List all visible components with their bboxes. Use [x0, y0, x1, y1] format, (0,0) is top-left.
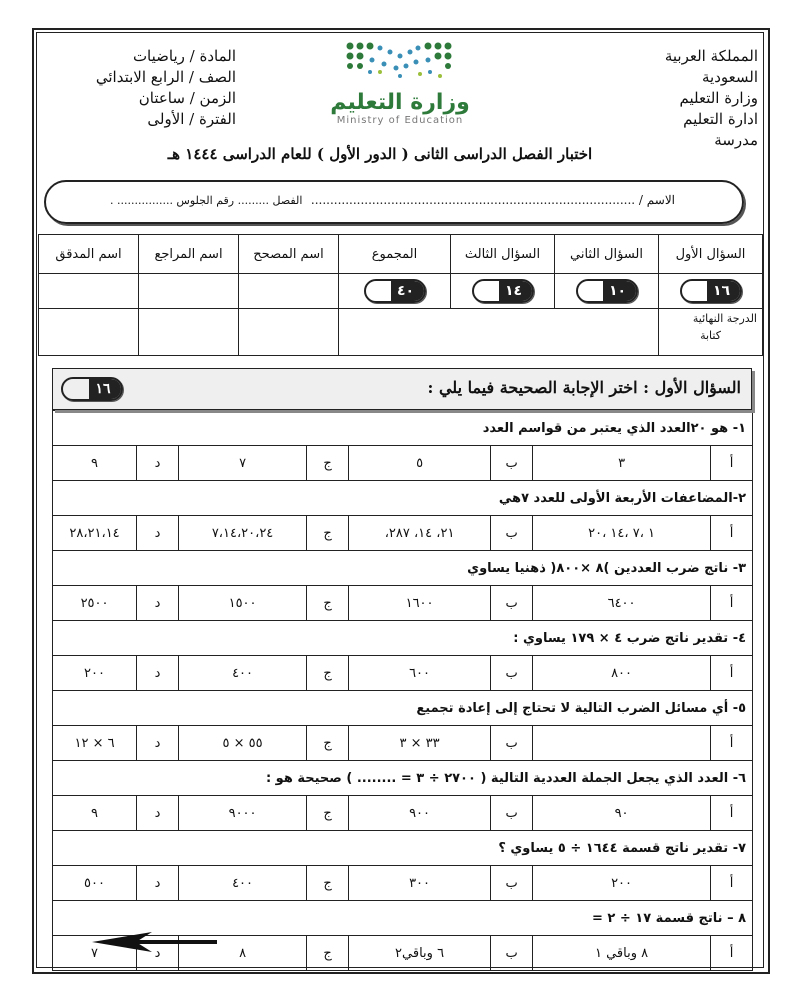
grades-table — [38, 234, 763, 356]
option-answer[interactable]: ٦ وباقي٢ — [349, 936, 491, 971]
question-stem: ٤- تقدير ناتج ضرب ٤ × ١٧٩ يساوي : — [53, 621, 753, 656]
option-letter: ج — [307, 446, 349, 481]
question-stem: ٥- أي مسائل الضرب التالية لا تحتاج إلى إعادة تجميع — [53, 691, 753, 726]
questions-table — [52, 410, 753, 971]
option-letter: ج — [307, 936, 349, 971]
option-answer[interactable]: ٢٠٠ — [53, 656, 137, 691]
question-stem: ١- هو ٢٠العدد الذي يعتبر من قواسم العدد — [53, 411, 753, 446]
option-letter: د — [137, 866, 179, 901]
option-answer[interactable]: ٩٠٠٠ — [179, 796, 307, 831]
option-letter: د — [137, 656, 179, 691]
question-stem-row — [53, 691, 753, 726]
option-letter: ب — [491, 796, 533, 831]
option-answer[interactable]: ٥٠٠ — [53, 866, 137, 901]
score-value: ٤٠ — [396, 283, 415, 299]
arrow-left-icon[interactable] — [92, 930, 217, 954]
option-letter: ج — [307, 586, 349, 621]
option-answer[interactable]: ٨ — [179, 936, 307, 971]
option-letter: أ — [711, 656, 753, 691]
option-answer[interactable]: ١ ،٧ ،١٤ ،٢٠ — [533, 516, 711, 551]
option-letter: ج — [307, 866, 349, 901]
option-letter: أ — [711, 446, 753, 481]
option-answer[interactable]: ٨ وباقي ١ — [533, 936, 711, 971]
options-row — [53, 446, 753, 481]
reviewer-cell[interactable] — [139, 274, 239, 309]
blank-cell — [39, 309, 139, 356]
option-answer[interactable]: ٩٠٠ — [349, 796, 491, 831]
option-answer[interactable]: ٢٨،٢١،١٤ — [53, 516, 137, 551]
option-letter: ب — [491, 866, 533, 901]
blank-cell — [139, 309, 239, 356]
option-answer[interactable]: ٧ — [53, 936, 137, 971]
question-section — [52, 368, 752, 971]
option-answer[interactable]: ١٥٠٠ — [179, 586, 307, 621]
header-line: وزارة التعليم — [679, 89, 758, 107]
score-q2-cell — [555, 274, 659, 309]
header-line: السعودية — [701, 68, 758, 86]
blank-cell — [239, 309, 339, 356]
option-letter: د — [137, 726, 179, 761]
header-line: الصف / الرابع الابتدائي — [95, 68, 236, 86]
header-q3: السؤال الثالث — [451, 235, 555, 274]
section-title-bar — [52, 368, 752, 410]
question-stem-row — [53, 551, 753, 586]
option-letter: ج — [307, 726, 349, 761]
option-letter: أ — [711, 796, 753, 831]
options-row — [53, 656, 753, 691]
final-grade-label: الدرجة النهائية — [692, 312, 757, 325]
header-auditor: اسم المدقق — [39, 235, 139, 274]
section-score-badge — [61, 377, 123, 401]
option-letter: أ — [711, 726, 753, 761]
option-letter: أ — [711, 936, 753, 971]
options-row — [53, 796, 753, 831]
score-value: ١٦ — [712, 283, 731, 299]
score-value: ١٦ — [95, 381, 111, 397]
option-letter: د — [137, 586, 179, 621]
score-badge — [364, 279, 426, 303]
option-answer[interactable]: ٦ × ١٢ — [53, 726, 137, 761]
option-answer[interactable]: ٦٤٠٠ — [533, 586, 711, 621]
option-letter: د — [137, 516, 179, 551]
final-grade-cell[interactable] — [339, 309, 659, 356]
header-line: الزمن / ساعتان — [138, 89, 236, 107]
options-row — [53, 586, 753, 621]
option-answer[interactable]: ٥٥ × ٥ — [179, 726, 307, 761]
option-letter: د — [137, 796, 179, 831]
option-letter: ب — [491, 936, 533, 971]
option-letter: أ — [711, 586, 753, 621]
options-row — [53, 726, 753, 761]
option-letter: ج — [307, 656, 349, 691]
header-line: الفترة / الأولى — [147, 110, 236, 128]
final-grade-written-label: كتابة — [700, 329, 721, 342]
question-stem-row — [53, 411, 753, 446]
option-answer[interactable]: ١٦٠٠ — [349, 586, 491, 621]
final-grade-label-cell — [659, 309, 763, 356]
option-letter: ب — [491, 586, 533, 621]
option-letter: ب — [491, 726, 533, 761]
option-letter: ب — [491, 446, 533, 481]
header-line: المملكة العربية — [664, 47, 758, 65]
option-answer[interactable]: ٩٠ — [533, 796, 711, 831]
header-q1: السؤال الأول — [659, 235, 763, 274]
option-answer[interactable]: ٨٠٠ — [533, 656, 711, 691]
option-answer[interactable]: ٤٠٠ — [179, 656, 307, 691]
option-answer[interactable]: ٣ — [533, 446, 711, 481]
option-answer[interactable]: ٥ — [349, 446, 491, 481]
header-reviewer: اسم المراجع — [139, 235, 239, 274]
header-corrector: اسم المصحح — [239, 235, 339, 274]
option-answer[interactable] — [533, 726, 711, 761]
option-letter: ج — [307, 516, 349, 551]
option-answer[interactable]: ٤٠٠ — [179, 866, 307, 901]
question-stem-row — [53, 481, 753, 516]
header-line: مدرسة — [714, 131, 758, 149]
header-q2: السؤال الثاني — [555, 235, 659, 274]
section-title: السؤال الأول : اختر الإجابة الصحيحة فيما يلي : — [427, 378, 741, 397]
option-letter: د — [137, 446, 179, 481]
option-answer[interactable]: ٩ — [53, 446, 137, 481]
logo-dots-icon — [340, 40, 460, 82]
student-name-field[interactable]: الاسم / ..................................................................................... — [310, 193, 675, 207]
question-stem: ٣- ناتج ضرب العددين )٨ ×٨٠٠( ذهنيا يساوي — [53, 551, 753, 586]
question-stem: ٢-المضاعفات الأربعة الأولى للعدد ٧هي — [53, 481, 753, 516]
score-value: ١٠ — [608, 283, 627, 299]
options-row — [53, 516, 753, 551]
question-stem-row — [53, 621, 753, 656]
question-stem-row — [53, 761, 753, 796]
option-answer[interactable]: ٩ — [53, 796, 137, 831]
header-line: المادة / رياضيات — [132, 47, 236, 65]
corrector-cell[interactable] — [239, 274, 339, 309]
score-total-cell — [339, 274, 451, 309]
auditor-cell[interactable] — [39, 274, 139, 309]
question-stem: ٧- تقدير ناتج قسمة ١٦٤٤ ÷ ٥ يساوي ؟ — [53, 831, 753, 866]
question-stem: ٦- العدد الذي يجعل الجملة العددية التالية ( ٢٧٠٠ ÷ ٣ = ........ ) صحيحة هو : — [53, 761, 753, 796]
option-answer[interactable]: ٧ — [179, 446, 307, 481]
score-q1-cell — [659, 274, 763, 309]
ministry-logo — [320, 40, 480, 140]
option-letter: د — [137, 936, 179, 971]
score-badge — [472, 279, 534, 303]
option-answer[interactable]: ٣٠٠ — [349, 866, 491, 901]
score-badge — [680, 279, 742, 303]
option-answer[interactable]: ٢٠٠ — [533, 866, 711, 901]
score-value: ١٤ — [504, 283, 523, 299]
option-letter: أ — [711, 866, 753, 901]
option-answer[interactable]: ٣٣ × ٣ — [349, 726, 491, 761]
question-stem: ٨ – ناتج قسمة ١٧ ÷ ٢ = — [53, 901, 753, 936]
options-row — [53, 866, 753, 901]
option-answer[interactable]: ٦٠٠ — [349, 656, 491, 691]
header-left — [60, 46, 236, 130]
header-total: المجموع — [339, 235, 451, 274]
class-seat-field[interactable]: الفصل ......... رقم الجلوس ................ . — [110, 194, 303, 207]
option-letter: ج — [307, 796, 349, 831]
option-answer[interactable]: ٧،١٤،٢٠،٢٤ — [179, 516, 307, 551]
option-answer[interactable]: ٢٥٠٠ — [53, 586, 137, 621]
header-line: ادارة التعليم — [683, 110, 758, 128]
logo-arabic-text: وزارة التعليم — [330, 90, 470, 115]
score-q3-cell — [451, 274, 555, 309]
option-letter: أ — [711, 516, 753, 551]
option-letter: ب — [491, 656, 533, 691]
option-letter: ب — [491, 516, 533, 551]
score-badge — [576, 279, 638, 303]
exam-title: اختبار الفصل الدراسى الثانى ( الدور الأول ) للعام الدراسى ١٤٤٤ هـ — [167, 145, 593, 163]
question-stem-row — [53, 831, 753, 866]
option-answer[interactable]: ٢١، ١٤، ٢٨٧، — [349, 516, 491, 551]
logo-english-text: Ministry of Education — [336, 115, 464, 126]
header-right — [612, 46, 758, 151]
